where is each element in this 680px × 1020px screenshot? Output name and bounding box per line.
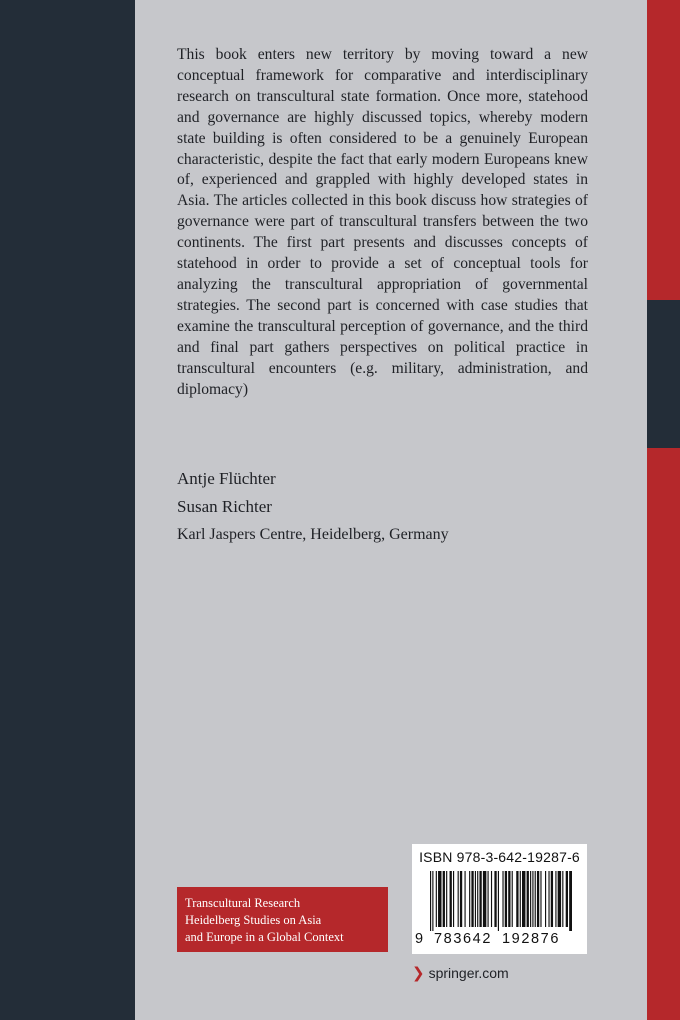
- barcode-bar: [488, 871, 489, 927]
- barcode-bar: [498, 871, 499, 931]
- isbn-digit-first: 9: [415, 931, 424, 947]
- barcode-bar: [446, 871, 447, 927]
- isbn-barcode-box: [412, 844, 587, 954]
- author-affiliation: Karl Jaspers Centre, Heidelberg, Germany: [177, 526, 449, 543]
- publisher-url: springer.com: [428, 965, 509, 981]
- barcode-bar: [479, 871, 481, 927]
- barcode-bar: [471, 871, 473, 927]
- book-description: This book enters new territory by moving toward a new conceptual framework for comparative and interdisciplinary research on transcultural state formation. Once more, statehood and governance are highly discussed topics, whereby modern state building is often considered to be a genuinely European characteristic, despite the fact that early modern Europeans knew of, experienced and grappled with highly developed states in Asia. The articles collected in this book discuss how strategies of governance were part of transcultural transfers between the two continents. The first part presents and discusses concepts of statehood in order to provide a set of conceptual tools for analyzing the transcultural appropriation of governmental strategies. The second part is concerned with case studies that examine the transcultural perception of governance, and the third and final part gathers perspectives on political practice in transcultural encounters (e.g. military, administration, and diplomacy): [177, 46, 588, 398]
- author-block: [177, 465, 449, 549]
- barcode-bar: [527, 871, 529, 927]
- barcode-bar: [465, 871, 466, 927]
- edge-stripe-top: [647, 0, 680, 300]
- barcode-bar: [453, 871, 454, 927]
- barcode-bar: [516, 871, 518, 927]
- series-line: Heidelberg Studies on Asia: [185, 913, 322, 927]
- barcode-bar: [475, 871, 476, 927]
- isbn-digits-right: 192876: [502, 931, 560, 947]
- barcode-bar: [537, 871, 539, 927]
- barcode-bar: [540, 871, 541, 927]
- barcode-bar: [438, 871, 441, 927]
- spine-band: [0, 0, 135, 1020]
- barcode-bar: [545, 871, 546, 927]
- edge-stripe-bottom: [647, 448, 680, 1020]
- barcode-bar: [530, 871, 531, 927]
- barcode-bar: [450, 871, 452, 927]
- barcode-bar: [555, 871, 556, 927]
- barcode-bar: [562, 871, 563, 927]
- barcode-bar: [494, 871, 496, 927]
- barcode-bar: [436, 871, 437, 927]
- barcode-bar: [469, 871, 470, 927]
- author-name: Susan Richter: [177, 497, 272, 516]
- barcode-bar: [520, 871, 521, 927]
- barcode-bar: [508, 871, 510, 927]
- barcode-bar: [483, 871, 486, 927]
- barcode-bar: [460, 871, 462, 927]
- barcode-bar: [443, 871, 445, 927]
- barcode-bar: [551, 871, 553, 927]
- series-line: and Europe in a Global Context: [185, 930, 344, 944]
- author-name: Antje Flüchter: [177, 469, 276, 488]
- edge-stripe-middle: [647, 300, 680, 448]
- barcode-image: [430, 871, 572, 931]
- isbn-digits-left: 783642: [434, 931, 492, 947]
- barcode-bar: [532, 871, 533, 927]
- barcode-bar: [432, 871, 433, 931]
- isbn-label: ISBN 978-3-642-19287-6: [419, 849, 580, 865]
- barcode-bar: [569, 871, 572, 931]
- barcode-bar: [458, 871, 459, 927]
- publisher-link[interactable]: [412, 964, 509, 982]
- barcode-bar: [491, 871, 492, 927]
- barcode-bar: [477, 871, 478, 927]
- barcode-bar: [505, 871, 507, 927]
- barcode-bar: [522, 871, 525, 927]
- barcode-bar: [430, 871, 431, 931]
- arrow-chevron-icon: ❯: [412, 965, 425, 982]
- barcode-bar: [548, 871, 549, 927]
- series-line: Transcultural Research: [185, 896, 301, 910]
- barcode-bar: [502, 871, 503, 927]
- barcode-bar: [566, 871, 568, 927]
- barcode-bar: [558, 871, 561, 927]
- barcode-bar: [535, 871, 536, 927]
- barcode-bar: [512, 871, 513, 927]
- series-label: [177, 887, 388, 952]
